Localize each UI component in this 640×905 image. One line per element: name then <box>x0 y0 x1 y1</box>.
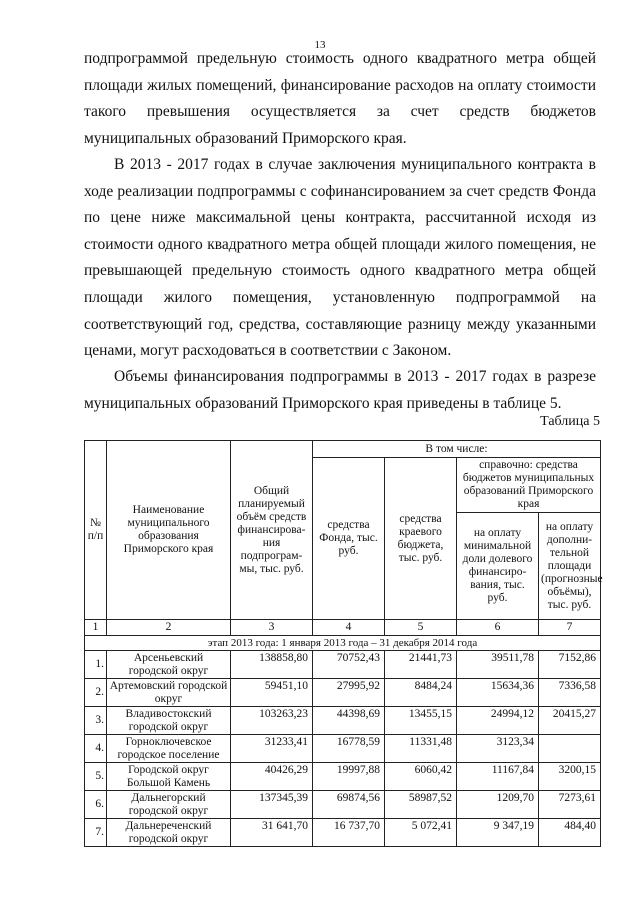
municipality-name: Дальнереченский городской округ <box>107 819 231 847</box>
fund-value: 70752,43 <box>313 651 385 679</box>
regional-value: 11331,48 <box>385 735 457 763</box>
row-num: 4. <box>85 735 107 763</box>
regional-value: 5 072,41 <box>385 819 457 847</box>
column-number: 3 <box>231 620 313 636</box>
fund-value: 16 737,70 <box>313 819 385 847</box>
total-value: 138858,80 <box>231 651 313 679</box>
header-including: В том числе: <box>313 441 601 458</box>
row-num: 2. <box>85 679 107 707</box>
paragraph: В 2013 - 2017 годах в случае заключения муниципального контракта в ходе реализации подпрограммы с софинансированием за счет средств Фонда по цене ниже максимальной цены контракта, рассчитанной исходя из стоимости одного квадратного метра общей площади жилого помещения, не превышающей предельную стоимость одного квадратного метра общей площади жилого помещения, установленную подпрограммой на соответствующий год, средства, составляющие разницу между указанными ценами, могут расходоваться в соответствии с Законом. <box>84 156 596 360</box>
regional-value: 21441,73 <box>385 651 457 679</box>
header-min-share: на оплату минимальной доли долевого финансиро-вания, тыс. руб. <box>457 513 539 620</box>
fund-value: 44398,69 <box>313 707 385 735</box>
extra-area-value: 20415,27 <box>539 707 601 735</box>
column-number: 1 <box>85 620 107 636</box>
paragraph: подпрограммой предельную стоимость одного квадратного метра общей площади жилых помещений, финансирование расходов на оплату стоимости такого превышения осуществляется за счет средств бюджетов муниципальных образований Приморского края. <box>84 50 596 147</box>
header-municipal: справочно: средства бюджетов муниципальных образований Приморского края <box>457 458 601 513</box>
fund-value: 27995,92 <box>313 679 385 707</box>
municipality-name: Горноключевское городское поселение <box>107 735 231 763</box>
total-value: 40426,29 <box>231 763 313 791</box>
fund-value: 69874,56 <box>313 791 385 819</box>
stage-label: этап 2013 года: 1 января 2013 года – 31 декабря 2014 года <box>85 636 601 651</box>
municipality-name: Арсеньевский городской округ <box>107 651 231 679</box>
paragraph: Объемы финансирования подпрограммы в 2013 - 2017 годах в разрезе муниципальных образований Приморского края приведены в таблице 5. <box>84 368 596 412</box>
column-number-row <box>85 620 601 636</box>
regional-value: 6060,42 <box>385 763 457 791</box>
header-name: Наименование муниципального образования Приморского края <box>107 441 231 620</box>
municipality-name: Владивостокский городской округ <box>107 707 231 735</box>
stage-row <box>85 636 601 651</box>
body-text <box>84 46 596 152</box>
table-row <box>85 791 601 819</box>
regional-value: 58987,52 <box>385 791 457 819</box>
column-number: 2 <box>107 620 231 636</box>
fund-value: 16778,59 <box>313 735 385 763</box>
row-num: 7. <box>85 819 107 847</box>
extra-area-value: 7273,61 <box>539 791 601 819</box>
total-value: 31233,41 <box>231 735 313 763</box>
column-number: 5 <box>385 620 457 636</box>
table-caption: Таблица 5 <box>540 414 600 429</box>
header-fund: средства Фонда, тыс. руб. <box>313 458 385 620</box>
total-value: 137345,39 <box>231 791 313 819</box>
extra-area-value <box>539 735 601 763</box>
table-row <box>85 735 601 763</box>
row-num: 1. <box>85 651 107 679</box>
regional-value: 13455,15 <box>385 707 457 735</box>
min-share-value: 24994,12 <box>457 707 539 735</box>
table-row <box>85 679 601 707</box>
min-share-value: 3123,34 <box>457 735 539 763</box>
min-share-value: 9 347,19 <box>457 819 539 847</box>
min-share-value: 11167,84 <box>457 763 539 791</box>
total-value: 103263,23 <box>231 707 313 735</box>
regional-value: 8484,24 <box>385 679 457 707</box>
extra-area-value: 7336,58 <box>539 679 601 707</box>
column-number: 7 <box>539 620 601 636</box>
header-extra-area: на оплату дополни-тельной площади (прогнозные объёмы), тыс. руб. <box>539 513 601 620</box>
table-row <box>85 651 601 679</box>
body-text <box>84 364 596 417</box>
municipality-name: Городской округ Большой Камень <box>107 763 231 791</box>
header-regional: средства краевого бюджета, тыс. руб. <box>385 458 457 620</box>
municipality-name: Дальнегорский городской округ <box>107 791 231 819</box>
column-number: 4 <box>313 620 385 636</box>
extra-area-value: 484,40 <box>539 819 601 847</box>
row-num: 6. <box>85 791 107 819</box>
page-number: 13 <box>314 39 326 51</box>
min-share-value: 1209,70 <box>457 791 539 819</box>
table-row <box>85 819 601 847</box>
row-num: 5. <box>85 763 107 791</box>
min-share-value: 15634,36 <box>457 679 539 707</box>
header-row <box>85 441 601 458</box>
extra-area-value: 7152,86 <box>539 651 601 679</box>
total-value: 59451,10 <box>231 679 313 707</box>
column-number: 6 <box>457 620 539 636</box>
min-share-value: 39511,78 <box>457 651 539 679</box>
municipality-name: Артемовский городской округ <box>107 679 231 707</box>
financing-table <box>84 440 601 847</box>
header-num: № п/п <box>85 441 107 620</box>
header-total: Общий планируемый объём средств финансирова-ния подпрограм-мы, тыс. руб. <box>231 441 313 620</box>
fund-value: 19997,88 <box>313 763 385 791</box>
row-num: 3. <box>85 707 107 735</box>
total-value: 31 641,70 <box>231 819 313 847</box>
table-row <box>85 763 601 791</box>
body-text <box>84 152 596 365</box>
extra-area-value: 3200,15 <box>539 763 601 791</box>
table-row <box>85 707 601 735</box>
